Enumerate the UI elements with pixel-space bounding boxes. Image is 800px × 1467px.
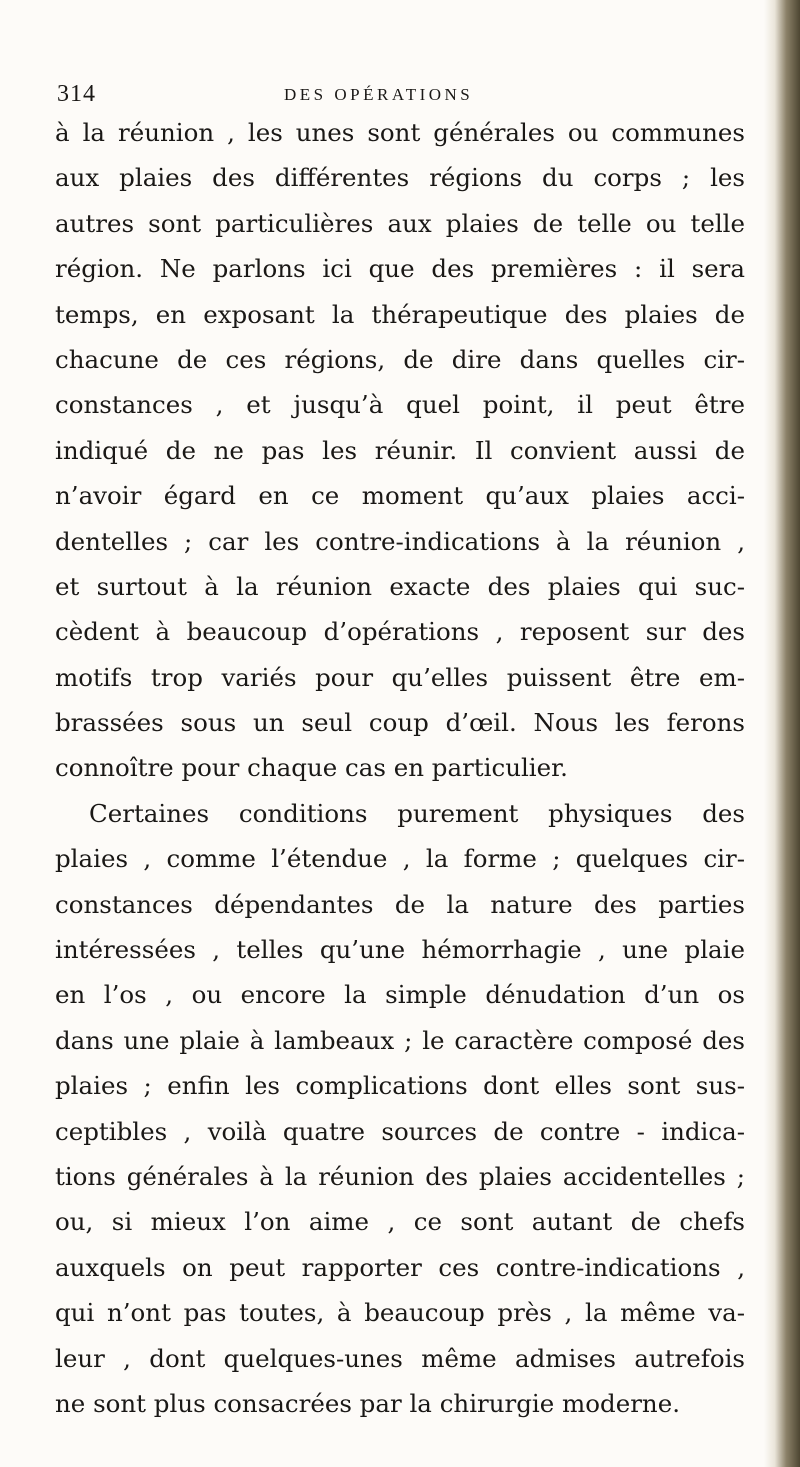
text-line: autres sont particulières aux plaies de telle ou telle <box>55 208 745 238</box>
text-line: constances , et jusqu’à quel point, il peut être <box>55 390 745 420</box>
text-line: Certaines conditions purement physiques des <box>89 798 745 828</box>
binding-edge-shadow <box>764 0 800 1467</box>
page-number: 314 <box>57 81 96 107</box>
body-text <box>55 110 745 1426</box>
text-line: connoître pour chaque cas en particulier. <box>55 753 568 783</box>
text-line: dans une plaie à lambeaux ; le caractère composé des <box>55 1025 745 1055</box>
text-line: temps, en exposant la thérapeutique des plaies de <box>55 299 745 329</box>
text-line: plaies , comme l’étendue , la forme ; quelques cir- <box>55 844 745 874</box>
text-line: motifs trop variés pour qu’elles puissent être em- <box>55 662 745 692</box>
text-line: auxquels on peut rapporter ces contre-indications , <box>55 1252 745 1282</box>
text-line: qui n’ont pas toutes, à beaucoup près , la même va- <box>55 1298 745 1328</box>
text-line: ne sont plus consacrées par la chirurgie moderne. <box>55 1388 680 1418</box>
text-line: cèdent à beaucoup d’opérations , reposent sur des <box>55 617 745 647</box>
text-line: leur , dont quelques-unes même admises autrefois <box>55 1343 745 1373</box>
text-line: indiqué de ne pas les réunir. Il convient aussi de <box>55 435 745 465</box>
text-line: et surtout à la réunion exacte des plaies qui suc- <box>55 571 745 601</box>
text-line: dentelles ; car les contre-indications à la réunion , <box>55 526 745 556</box>
text-line: intéressées , telles qu’une hémorrhagie , une plaie <box>55 935 745 965</box>
text-line: tions générales à la réunion des plaies accidentelles ; <box>55 1161 745 1191</box>
text-line: à la réunion , les unes sont générales ou communes <box>55 118 745 147</box>
text-line: ceptibles , voilà quatre sources de contre - indica- <box>55 1116 745 1146</box>
text-line: plaies ; enfin les complications dont elles sont sus- <box>55 1071 745 1101</box>
text-line: brassées sous un seul coup d’œil. Nous les ferons <box>55 708 745 738</box>
text-line: chacune de ces régions, de dire dans quelles cir- <box>55 344 745 374</box>
text-line: en l’os , ou encore la simple dénudation d’un os <box>55 980 745 1010</box>
text-line: constances dépendantes de la nature des parties <box>55 889 745 919</box>
text-line: n’avoir égard en ce moment qu’aux plaies acci- <box>55 481 745 511</box>
text-line: ou, si mieux l’on aime , ce sont autant de chefs <box>55 1207 745 1237</box>
text-line: région. Ne parlons ici que des premières : il sera <box>55 254 745 284</box>
running-title: DES OPÉRATIONS <box>284 85 474 104</box>
text-line: aux plaies des différentes régions du corps ; les <box>55 163 745 193</box>
